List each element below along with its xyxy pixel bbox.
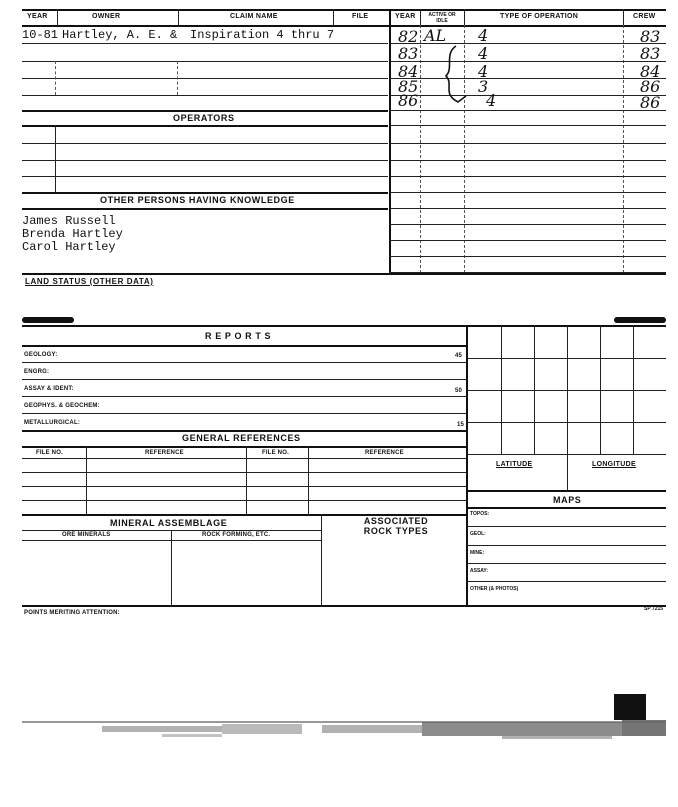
op-type: 3 [478, 77, 489, 96]
report-label: METALLURGICAL: [24, 420, 81, 426]
header-year: YEAR [27, 13, 48, 20]
land-status-heading: LAND STATUS (OTHER DATA) [25, 277, 154, 286]
other-persons-heading: OTHER PERSONS HAVING KNOWLEDGE [100, 195, 295, 205]
op-crew: 86 [640, 93, 661, 112]
person-name: Carol Hartley [22, 240, 116, 254]
maps-heading: MAPS [553, 495, 582, 505]
op-year: 82 [398, 27, 419, 46]
header-file: FILE [352, 13, 369, 20]
maps-row-label: TOPOS: [470, 511, 490, 517]
op-crew: 83 [640, 44, 661, 63]
op-year: 83 [398, 44, 419, 63]
bracket-mark [440, 44, 468, 106]
mineral-assemblage-heading: MINERAL ASSEMBLAGE [110, 518, 228, 528]
op-type: 4 [486, 91, 497, 110]
points-heading: POINTS MERITING ATTENTION: [24, 610, 120, 616]
scan-noise-band [22, 716, 666, 742]
op-type: 4 [478, 44, 489, 63]
reports-heading: R E P O R T S [205, 331, 272, 341]
owner-row-owner: Hartley, A. E. & [62, 28, 178, 42]
op-type: 4 [478, 26, 489, 45]
op-crew: 83 [640, 27, 661, 46]
maps-row-label: MINE: [470, 550, 485, 556]
associated-rock-types-heading: ASSOCIATED ROCK TYPES [363, 516, 429, 536]
report-num: 50 [455, 388, 463, 394]
ink-mark-right [614, 317, 666, 323]
header-active-idle: ACTIVE OR IDLE [428, 12, 456, 24]
op-crew: 86 [640, 77, 661, 96]
maps-row-label: ASSAY: [470, 568, 489, 574]
header-year-right: YEAR [395, 13, 416, 20]
op-type: 4 [478, 62, 489, 81]
op-status: AL [424, 26, 447, 45]
header-claim-name: CLAIM NAME [230, 13, 278, 20]
op-crew: 84 [640, 62, 661, 81]
form-number: SP 7215 [644, 606, 664, 612]
op-year: 85 [398, 77, 419, 96]
header-owner: OWNER [92, 13, 121, 20]
header-type-of-operation: TYPE OF OPERATION [500, 13, 579, 20]
general-references-heading: GENERAL REFERENCES [182, 433, 301, 443]
report-num: 45 [455, 353, 463, 359]
header-crew: CREW [633, 13, 656, 20]
maps-row-label: OTHER (& PHOTOS) [470, 586, 519, 592]
rock-forming-header: ROCK FORMING, ETC. [202, 532, 271, 538]
report-label: GEOLOGY: [24, 352, 58, 358]
report-num: 15 [457, 422, 465, 428]
ref-file-no-header: FILE NO. [36, 450, 63, 456]
ref-reference-header-2: REFERENCE [365, 450, 404, 456]
op-year: 86 [398, 91, 419, 110]
ink-mark-left [22, 317, 74, 323]
maps-row-label: GEOL: [470, 531, 486, 537]
ref-file-no-header-2: FILE NO. [262, 450, 289, 456]
operators-heading: OPERATORS [173, 113, 235, 123]
ore-minerals-header: ORE MINERALS [62, 532, 111, 538]
ref-reference-header: REFERENCE [145, 450, 184, 456]
person-name: Brenda Hartley [22, 227, 123, 241]
owner-row-year: 10-81 [22, 28, 59, 42]
report-label: ASSAY & IDENT: [24, 386, 74, 392]
person-name: James Russell [22, 214, 116, 228]
report-label: ENGRG: [24, 369, 50, 375]
report-label: GEOPHYS. & GEOCHEM: [24, 403, 100, 409]
op-year: 84 [398, 62, 419, 81]
owner-row-claim: Inspiration 4 thru 7 [190, 28, 335, 42]
latitude-label: LATITUDE [496, 461, 533, 468]
longitude-label: LONGITUDE [592, 461, 636, 468]
